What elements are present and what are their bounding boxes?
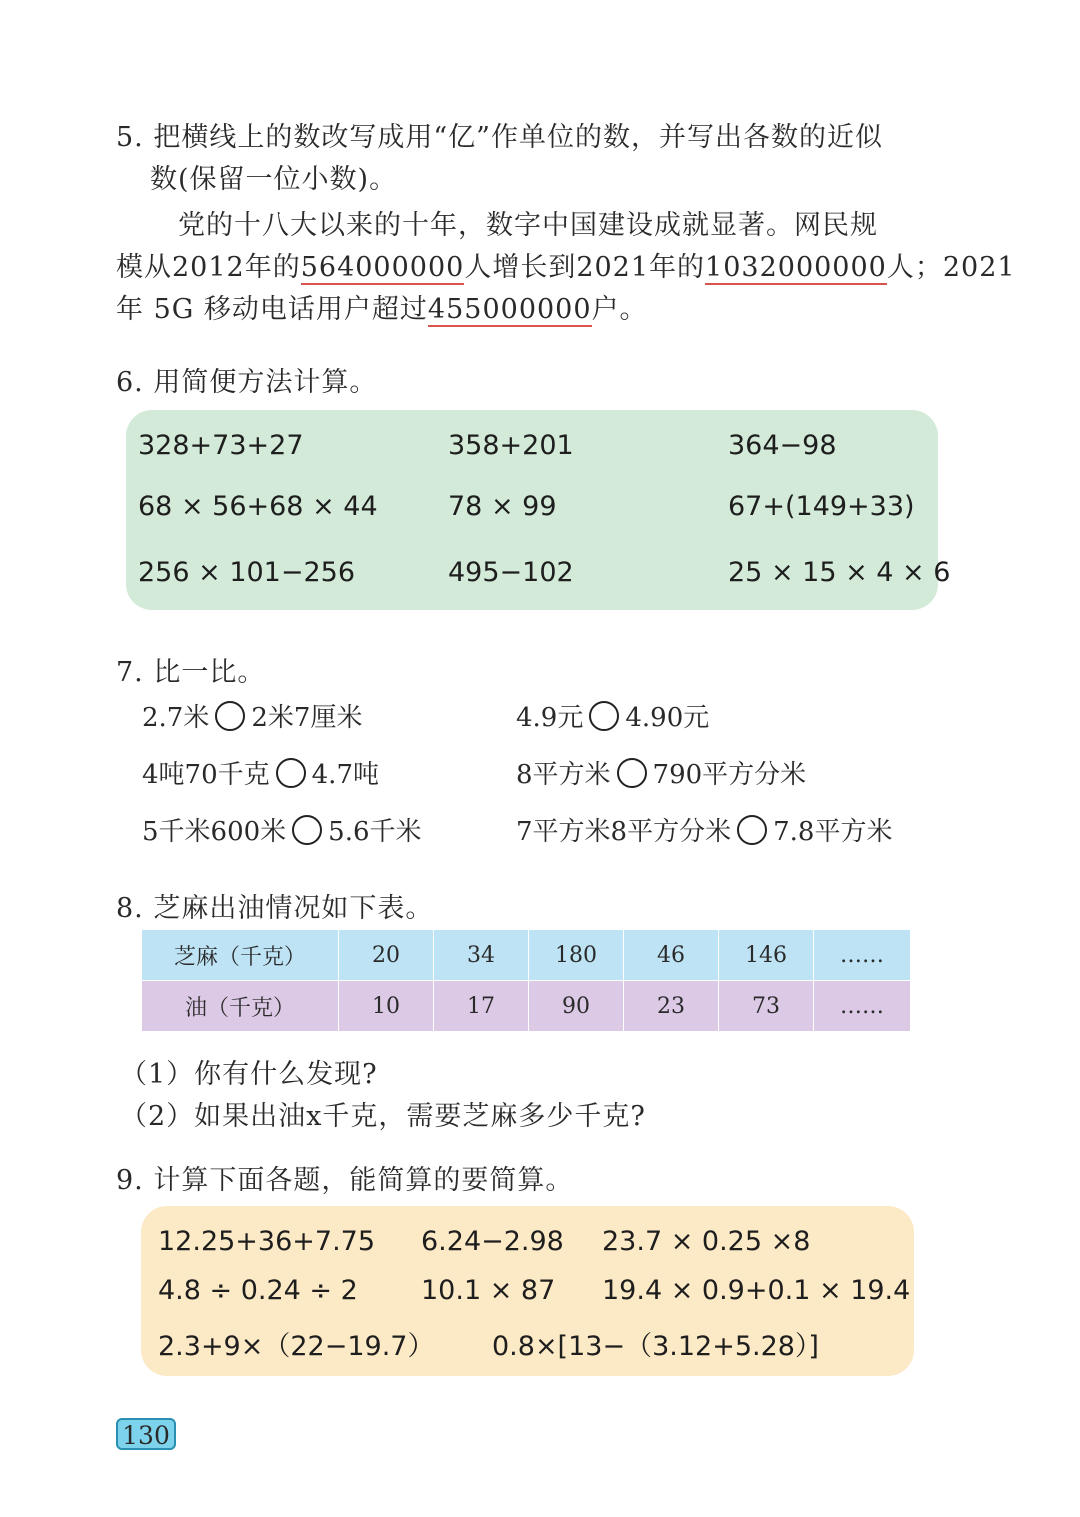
table-row-oil bbox=[142, 981, 911, 1032]
compare-left: 8平方米 bbox=[516, 760, 611, 790]
q5-text: 人；2021 bbox=[886, 252, 1016, 283]
q5-paragraph-line1: 党的十八大以来的十年，数字中国建设成就显著。网民规 bbox=[178, 210, 878, 241]
q9-expression: 2.3+9×（22−19.7） bbox=[158, 1331, 435, 1362]
comparison-item bbox=[142, 811, 422, 848]
sesame-oil-table bbox=[141, 929, 911, 1032]
q6-expression: 67+(149+33) bbox=[728, 491, 915, 522]
table-cell: 90 bbox=[529, 981, 624, 1032]
q6-title: 6. 用简便方法计算。 bbox=[116, 367, 378, 398]
compare-circle[interactable] bbox=[617, 758, 647, 788]
q9-expression: 19.4 × 0.9+0.1 × 19.4 bbox=[602, 1275, 911, 1306]
compare-circle[interactable] bbox=[292, 815, 322, 845]
comparison-item bbox=[142, 697, 362, 734]
q5-line1: 5. 把横线上的数改写成用“亿”作单位的数，并写出各数的近似 bbox=[116, 122, 883, 153]
q7-title: 7. 比一比。 bbox=[116, 657, 266, 688]
table-cell: …… bbox=[814, 930, 911, 981]
compare-right: 790平方分米 bbox=[652, 760, 807, 790]
q9-title: 9. 计算下面各题，能简算的要简算。 bbox=[116, 1165, 574, 1196]
q5-text: 模从2012年的 bbox=[116, 252, 301, 283]
table-cell: 23 bbox=[624, 981, 719, 1032]
table-cell: 17 bbox=[434, 981, 529, 1032]
comparison-item bbox=[142, 754, 379, 791]
q6-expression: 256 × 101−256 bbox=[138, 557, 356, 588]
compare-circle[interactable] bbox=[276, 758, 306, 788]
table-cell: 34 bbox=[434, 930, 529, 981]
comparison-item bbox=[516, 697, 709, 734]
compare-circle[interactable] bbox=[215, 701, 245, 731]
table-cell: 180 bbox=[529, 930, 624, 981]
q5-text: 年 5G 移动电话用户超过 bbox=[116, 294, 428, 325]
q9-expression: 4.8 ÷ 0.24 ÷ 2 bbox=[158, 1275, 358, 1306]
q9-expression: 10.1 × 87 bbox=[421, 1275, 556, 1306]
comparison-item bbox=[516, 811, 892, 848]
comparison-item bbox=[516, 754, 806, 791]
table-cell: 46 bbox=[624, 930, 719, 981]
compare-left: 4吨70千克 bbox=[142, 760, 270, 790]
table-row-header: 油（千克） bbox=[142, 981, 339, 1032]
table-cell: 20 bbox=[339, 930, 434, 981]
underlined-number: 564000000 bbox=[300, 252, 465, 283]
underlined-number: 1032000000 bbox=[705, 252, 887, 283]
q5-line2: 数(保留一位小数)。 bbox=[150, 164, 398, 195]
compare-left: 2.7米 bbox=[142, 703, 210, 733]
compare-right: 7.8平方米 bbox=[773, 817, 893, 847]
q6-expression: 78 × 99 bbox=[448, 491, 557, 522]
q8-subquestion-1: （1）你有什么发现? bbox=[120, 1059, 378, 1090]
q5-paragraph-line2 bbox=[116, 245, 1016, 284]
compare-left: 4.9元 bbox=[516, 703, 584, 733]
compare-left: 5千米600米 bbox=[142, 817, 287, 847]
q6-expression: 68 × 56+68 × 44 bbox=[138, 491, 378, 522]
q5-text: 人增长到2021年的 bbox=[464, 252, 706, 283]
q8-subquestion-2: （2）如果出油x千克，需要芝麻多少千克? bbox=[120, 1101, 646, 1132]
compare-right: 4.7吨 bbox=[311, 760, 379, 790]
q6-expression: 495−102 bbox=[448, 557, 574, 588]
table-row-header: 芝麻（千克） bbox=[142, 930, 339, 981]
table-cell: 146 bbox=[719, 930, 814, 981]
q8-title: 8. 芝麻出油情况如下表。 bbox=[116, 893, 434, 924]
compare-left: 7平方米8平方分米 bbox=[516, 817, 732, 847]
q5-paragraph-line3 bbox=[116, 287, 648, 326]
table-cell: …… bbox=[814, 981, 911, 1032]
compare-circle[interactable] bbox=[737, 815, 767, 845]
q9-expression: 23.7 × 0.25 ×8 bbox=[602, 1226, 811, 1257]
q9-expression: 12.25+36+7.75 bbox=[158, 1226, 376, 1257]
q5-text: 户。 bbox=[591, 294, 648, 325]
compare-right: 5.6千米 bbox=[328, 817, 422, 847]
q6-expression: 25 × 15 × 4 × 6 bbox=[728, 557, 951, 588]
compare-circle[interactable] bbox=[589, 701, 619, 731]
page-number: 130 bbox=[116, 1418, 176, 1450]
compare-right: 2米7厘米 bbox=[251, 703, 363, 733]
q6-expression: 364−98 bbox=[728, 430, 837, 461]
q6-expression: 328+73+27 bbox=[138, 430, 304, 461]
table-row-sesame bbox=[142, 930, 911, 981]
table-cell: 73 bbox=[719, 981, 814, 1032]
q6-expression: 358+201 bbox=[448, 430, 574, 461]
compare-right: 4.90元 bbox=[625, 703, 710, 733]
q9-expression: 6.24−2.98 bbox=[421, 1226, 564, 1257]
table-cell: 10 bbox=[339, 981, 434, 1032]
underlined-number: 455000000 bbox=[427, 294, 592, 325]
q9-expression: 0.8×[13−（3.12+5.28）] bbox=[492, 1331, 819, 1362]
